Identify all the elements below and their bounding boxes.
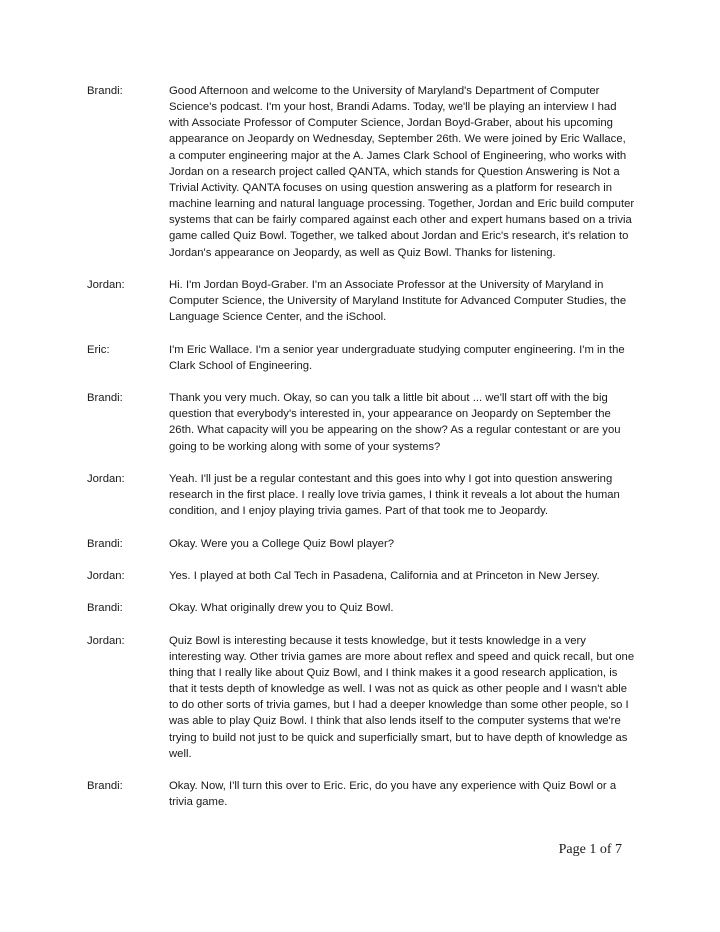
- utterance-text: I'm Eric Wallace. I'm a senior year undergraduate studying computer engineering. I'm in the Clark School of Engineering.: [169, 343, 625, 372]
- utterance-text: Good Afternoon and welcome to the University of Maryland's Department of Computer Science's podcast. I'm your host, Brandi Adams. Today, we'll be playing an interview I had with Associate Professor of Computer Science, Jordan Boyd-Graber, about his upcoming appearance on Jeopardy on Wednesday, September 26th. We were joined by Eric Wallace, a computer engineering major at the A. James Clark School of Engineering, who works with Jordan on a research project called QANTA, which stands for Question Answering is Not a Trivial Activity. QANTA focuses on using question answering as a platform for research in machine learning and natural language processing. Together, Jordan and Eric build computer systems that can be fairly compared against each other and expert humans based on a trivia game called Quiz Bowl. Together, we talked about Jordan and Eric's research, it's relation to Jordan's appearance on Jeopardy, as well as Quiz Bowl. Thanks for listening.: [169, 85, 635, 259]
- transcript-turn: [87, 342, 647, 374]
- speaker-name: Jordan:: [87, 278, 125, 291]
- speaker-name: Brandi:: [87, 602, 123, 615]
- utterance-text: Quiz Bowl is interesting because it tests knowledge, but it tests knowledge in a very interesting way. Other trivia games are more about reflex and speed and quick recall, but one thing that I really like about Quiz Bowl, and I think makes it a good research application, is that it tests depth of knowledge as well. I was not as quick as other people and I wasn't able to do other sorts of trivia games, but I had a deeper knowledge than some other people, so I was able to play Quiz Bowl. I think that also lends itself to the computer systems that we're trying to build not just to be quick and superficially smart, but to have depth of knowledge as well.: [169, 634, 635, 760]
- speaker-name: Brandi:: [87, 85, 123, 97]
- speaker-name: Brandi:: [87, 392, 123, 405]
- transcript-turn: [87, 471, 647, 519]
- speaker-name: Jordan:: [87, 472, 125, 485]
- transcript-turn: [87, 633, 647, 762]
- utterance-text: Yes. I played at both Cal Tech in Pasadena, California and at Princeton in New Jersey.: [169, 569, 600, 582]
- transcript-turn: [87, 83, 647, 261]
- utterance-text: Hi. I'm Jordan Boyd-Graber. I'm an Associate Professor at the University of Maryland in Computer Science, the University of Maryland Institute for Advanced Computer Studies, the Language Science Center, and the iSchool.: [169, 278, 627, 324]
- utterance-text: Okay. Now, I'll turn this over to Eric. Eric, do you have any experience with Quiz Bowl or a trivia game.: [169, 780, 617, 809]
- utterance-text: Okay. What originally drew you to Quiz Bowl.: [169, 602, 394, 615]
- speaker-name: Eric:: [87, 343, 110, 356]
- transcript-turn: [87, 277, 647, 325]
- page-number: Page 1 of 7: [558, 842, 622, 857]
- transcript-turn: [87, 600, 647, 616]
- speaker-name: Jordan:: [87, 569, 125, 582]
- utterance-text: Thank you very much. Okay, so can you talk a little bit about ... we'll start off with the big question that everybody's interested in, your appearance on Jeopardy on September the 26th. What capacity will you be appearing on the show? As a regular contestant or are you going to be working along with some of your systems?: [169, 392, 621, 453]
- transcript-turn: [87, 568, 647, 584]
- utterance-text: Okay. Were you a College Quiz Bowl player?: [169, 537, 394, 550]
- transcript: [87, 83, 647, 827]
- speaker-name: Jordan:: [87, 634, 125, 647]
- transcript-turn: [87, 778, 647, 810]
- speaker-name: Brandi:: [87, 780, 123, 792]
- transcript-turn: [87, 390, 647, 455]
- speaker-name: Brandi:: [87, 537, 123, 550]
- utterance-text: Yeah. I'll just be a regular contestant and this goes into why I got into question answering research in the first place. I really love trivia games, I think it reveals a lot about the human condition, and I enjoy playing trivia games. Part of that took me to Jeopardy.: [169, 472, 620, 518]
- transcript-turn: [87, 536, 647, 552]
